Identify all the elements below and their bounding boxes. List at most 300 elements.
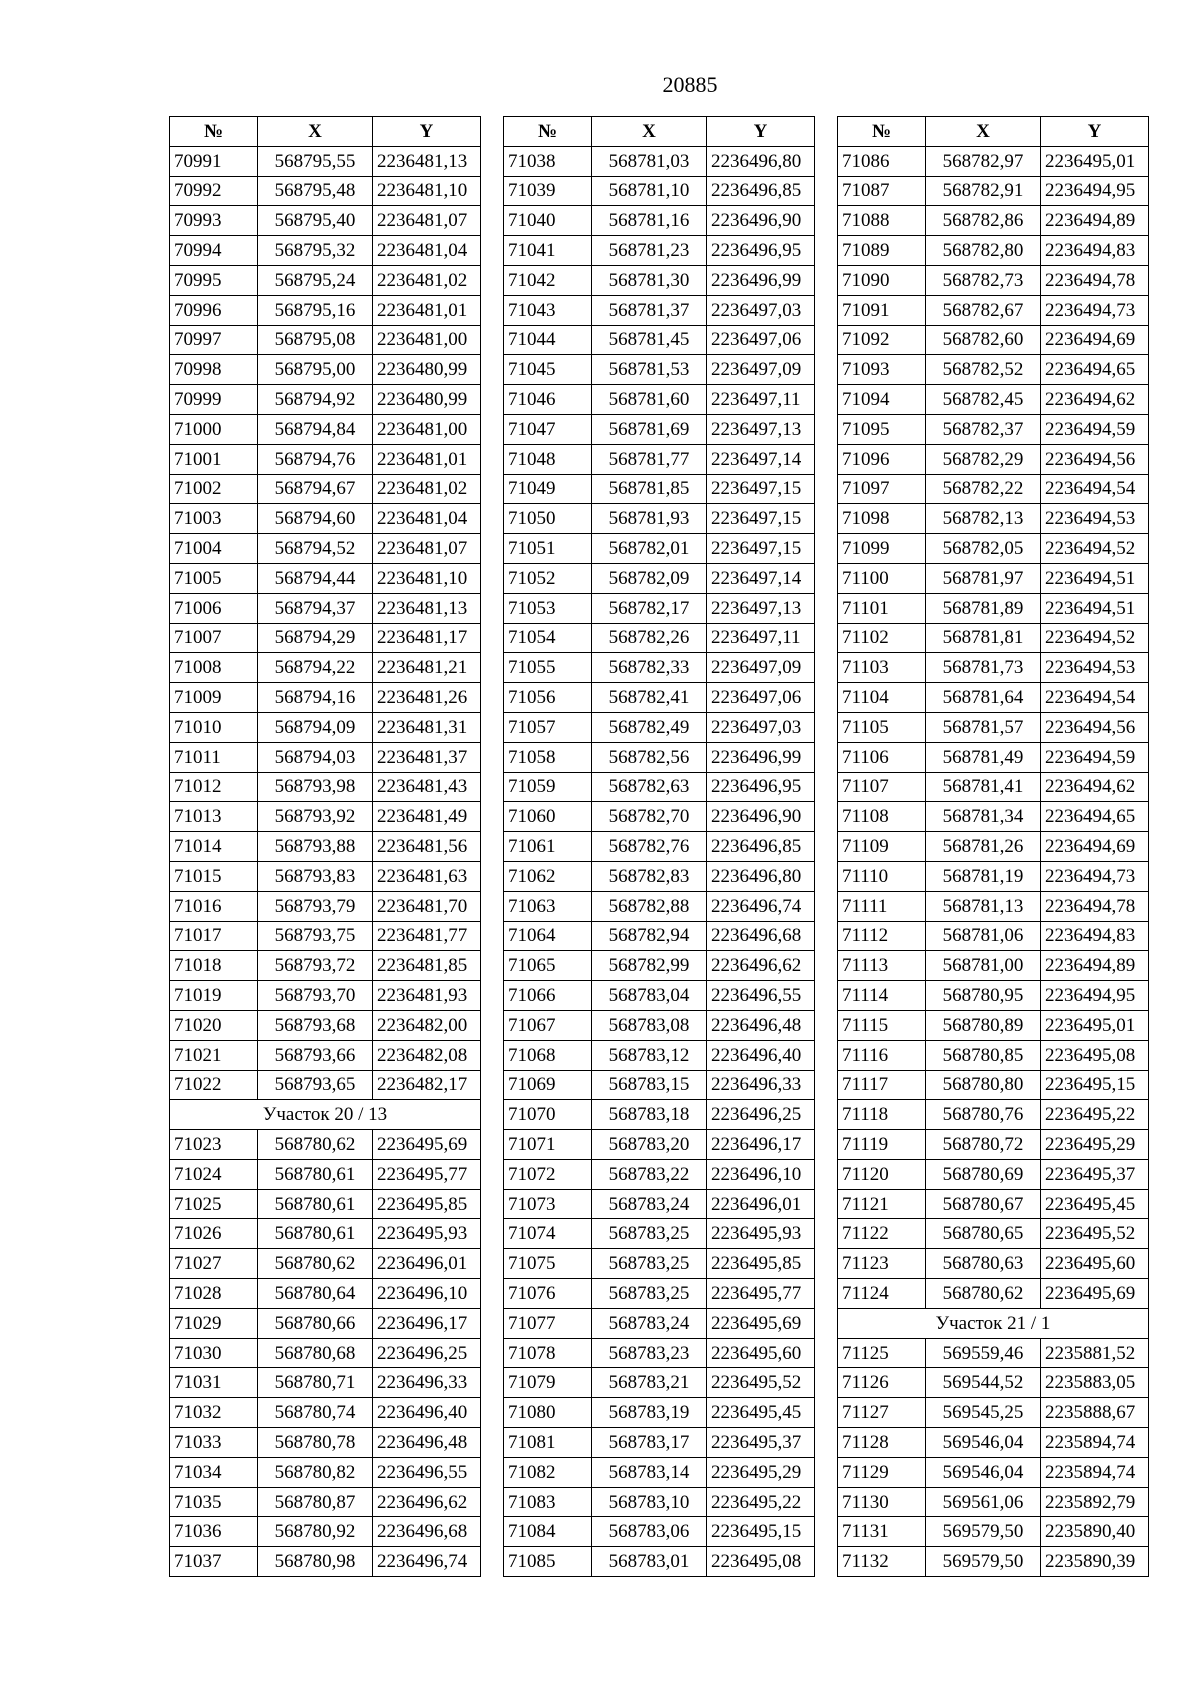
table-row bbox=[838, 444, 1149, 474]
table-row bbox=[504, 623, 815, 653]
section-row bbox=[838, 1308, 1149, 1338]
y-coordinate-cell: 2236481,70 bbox=[373, 891, 481, 921]
y-coordinate-cell: 2236497,11 bbox=[707, 385, 815, 415]
y-coordinate-cell: 2235888,67 bbox=[1041, 1398, 1149, 1428]
y-coordinate-cell: 2236481,21 bbox=[373, 653, 481, 683]
point-number-cell: 71105 bbox=[838, 712, 926, 742]
x-coordinate-cell: 568794,52 bbox=[258, 534, 373, 564]
y-coordinate-cell: 2235894,74 bbox=[1041, 1457, 1149, 1487]
point-number-cell: 71085 bbox=[504, 1547, 592, 1577]
table-row bbox=[504, 265, 815, 295]
point-number-cell: 71078 bbox=[504, 1338, 592, 1368]
point-number-cell: 71131 bbox=[838, 1517, 926, 1547]
point-number-cell: 71022 bbox=[170, 1070, 258, 1100]
x-coordinate-cell: 568783,25 bbox=[592, 1279, 707, 1309]
table-body bbox=[838, 146, 1149, 1576]
y-coordinate-cell: 2236495,08 bbox=[707, 1547, 815, 1577]
point-number-cell: 71127 bbox=[838, 1398, 926, 1428]
y-coordinate-cell: 2236494,69 bbox=[1041, 832, 1149, 862]
point-number-cell: 71117 bbox=[838, 1070, 926, 1100]
table-row bbox=[170, 414, 481, 444]
point-number-cell: 71068 bbox=[504, 1040, 592, 1070]
x-coordinate-cell: 568780,67 bbox=[926, 1189, 1041, 1219]
point-number-cell: 71082 bbox=[504, 1457, 592, 1487]
y-coordinate-cell: 2236496,90 bbox=[707, 802, 815, 832]
x-coordinate-cell: 568795,00 bbox=[258, 355, 373, 385]
point-number-cell: 71055 bbox=[504, 653, 592, 683]
point-number-cell: 71076 bbox=[504, 1279, 592, 1309]
point-number-cell: 71090 bbox=[838, 265, 926, 295]
point-number-cell: 71132 bbox=[838, 1547, 926, 1577]
point-number-cell: 71027 bbox=[170, 1249, 258, 1279]
point-number-cell: 71073 bbox=[504, 1189, 592, 1219]
table-row bbox=[170, 1189, 481, 1219]
point-number-cell: 71039 bbox=[504, 176, 592, 206]
table-row bbox=[170, 325, 481, 355]
x-coordinate-cell: 568780,61 bbox=[258, 1189, 373, 1219]
x-coordinate-cell: 568780,74 bbox=[258, 1398, 373, 1428]
table-row bbox=[170, 1368, 481, 1398]
table-row bbox=[504, 206, 815, 236]
point-number-cell: 71129 bbox=[838, 1457, 926, 1487]
header-number: № bbox=[504, 117, 592, 147]
y-coordinate-cell: 2236481,43 bbox=[373, 772, 481, 802]
table-row bbox=[170, 474, 481, 504]
y-coordinate-cell: 2236495,37 bbox=[1041, 1159, 1149, 1189]
point-number-cell: 71004 bbox=[170, 534, 258, 564]
y-coordinate-cell: 2235881,52 bbox=[1041, 1338, 1149, 1368]
y-coordinate-cell: 2236496,17 bbox=[707, 1130, 815, 1160]
y-coordinate-cell: 2236481,02 bbox=[373, 265, 481, 295]
table-row bbox=[838, 1457, 1149, 1487]
point-number-cell: 71102 bbox=[838, 623, 926, 653]
y-coordinate-cell: 2236496,01 bbox=[707, 1189, 815, 1219]
table-row bbox=[838, 146, 1149, 176]
table-row bbox=[504, 563, 815, 593]
y-coordinate-cell: 2236494,78 bbox=[1041, 265, 1149, 295]
point-number-cell: 71015 bbox=[170, 861, 258, 891]
y-coordinate-cell: 2236494,65 bbox=[1041, 355, 1149, 385]
x-coordinate-cell: 568781,93 bbox=[592, 504, 707, 534]
table-row bbox=[838, 474, 1149, 504]
x-coordinate-cell: 568795,08 bbox=[258, 325, 373, 355]
table-row bbox=[170, 1130, 481, 1160]
x-coordinate-cell: 568781,19 bbox=[926, 861, 1041, 891]
y-coordinate-cell: 2236495,93 bbox=[373, 1219, 481, 1249]
point-number-cell: 71050 bbox=[504, 504, 592, 534]
table-row bbox=[170, 1547, 481, 1577]
point-number-cell: 71036 bbox=[170, 1517, 258, 1547]
table-row bbox=[838, 981, 1149, 1011]
point-number-cell: 71018 bbox=[170, 951, 258, 981]
y-coordinate-cell: 2236497,15 bbox=[707, 504, 815, 534]
table-row bbox=[504, 772, 815, 802]
table-row bbox=[504, 1010, 815, 1040]
x-coordinate-cell: 568782,17 bbox=[592, 593, 707, 623]
point-number-cell: 70997 bbox=[170, 325, 258, 355]
x-coordinate-cell: 568780,76 bbox=[926, 1100, 1041, 1130]
x-coordinate-cell: 568793,68 bbox=[258, 1010, 373, 1040]
x-coordinate-cell: 568793,72 bbox=[258, 951, 373, 981]
table-row bbox=[504, 236, 815, 266]
y-coordinate-cell: 2236495,37 bbox=[707, 1428, 815, 1458]
point-number-cell: 71053 bbox=[504, 593, 592, 623]
x-coordinate-cell: 568783,06 bbox=[592, 1517, 707, 1547]
table-row bbox=[838, 1130, 1149, 1160]
y-coordinate-cell: 2236495,52 bbox=[707, 1368, 815, 1398]
point-number-cell: 71066 bbox=[504, 981, 592, 1011]
table-row bbox=[504, 1100, 815, 1130]
table-row bbox=[838, 176, 1149, 206]
point-number-cell: 71087 bbox=[838, 176, 926, 206]
x-coordinate-cell: 568782,26 bbox=[592, 623, 707, 653]
point-number-cell: 71052 bbox=[504, 563, 592, 593]
table-row bbox=[504, 1070, 815, 1100]
x-coordinate-cell: 568783,20 bbox=[592, 1130, 707, 1160]
y-coordinate-cell: 2236481,07 bbox=[373, 206, 481, 236]
table-row bbox=[838, 1547, 1149, 1577]
table-row bbox=[504, 1368, 815, 1398]
x-coordinate-cell: 568783,17 bbox=[592, 1428, 707, 1458]
point-number-cell: 71106 bbox=[838, 742, 926, 772]
x-coordinate-cell: 568780,62 bbox=[258, 1130, 373, 1160]
y-coordinate-cell: 2236495,15 bbox=[707, 1517, 815, 1547]
table-row bbox=[838, 802, 1149, 832]
table-row bbox=[838, 951, 1149, 981]
x-coordinate-cell: 568782,49 bbox=[592, 712, 707, 742]
x-coordinate-cell: 568795,24 bbox=[258, 265, 373, 295]
point-number-cell: 71026 bbox=[170, 1219, 258, 1249]
y-coordinate-cell: 2236495,45 bbox=[707, 1398, 815, 1428]
table-row bbox=[504, 295, 815, 325]
point-number-cell: 71041 bbox=[504, 236, 592, 266]
table-row bbox=[170, 146, 481, 176]
x-coordinate-cell: 568794,67 bbox=[258, 474, 373, 504]
y-coordinate-cell: 2236496,74 bbox=[373, 1547, 481, 1577]
y-coordinate-cell: 2236497,09 bbox=[707, 653, 815, 683]
y-coordinate-cell: 2236482,08 bbox=[373, 1040, 481, 1070]
point-number-cell: 71002 bbox=[170, 474, 258, 504]
point-number-cell: 71013 bbox=[170, 802, 258, 832]
x-coordinate-cell: 568782,88 bbox=[592, 891, 707, 921]
y-coordinate-cell: 2236481,01 bbox=[373, 295, 481, 325]
point-number-cell: 71040 bbox=[504, 206, 592, 236]
y-coordinate-cell: 2236495,69 bbox=[1041, 1279, 1149, 1309]
x-coordinate-cell: 568783,23 bbox=[592, 1338, 707, 1368]
point-number-cell: 71098 bbox=[838, 504, 926, 534]
table-row bbox=[170, 891, 481, 921]
x-coordinate-cell: 568780,95 bbox=[926, 981, 1041, 1011]
y-coordinate-cell: 2236495,22 bbox=[707, 1487, 815, 1517]
x-coordinate-cell: 568782,63 bbox=[592, 772, 707, 802]
x-coordinate-cell: 568781,49 bbox=[926, 742, 1041, 772]
x-coordinate-cell: 568793,70 bbox=[258, 981, 373, 1011]
y-coordinate-cell: 2236495,52 bbox=[1041, 1219, 1149, 1249]
header-number: № bbox=[170, 117, 258, 147]
x-coordinate-cell: 568782,22 bbox=[926, 474, 1041, 504]
point-number-cell: 71095 bbox=[838, 414, 926, 444]
table-row bbox=[170, 1487, 481, 1517]
point-number-cell: 71054 bbox=[504, 623, 592, 653]
y-coordinate-cell: 2236497,06 bbox=[707, 683, 815, 713]
y-coordinate-cell: 2236494,73 bbox=[1041, 295, 1149, 325]
point-number-cell: 71114 bbox=[838, 981, 926, 1011]
table-row bbox=[504, 385, 815, 415]
y-coordinate-cell: 2236481,10 bbox=[373, 563, 481, 593]
x-coordinate-cell: 568782,60 bbox=[926, 325, 1041, 355]
y-coordinate-cell: 2236481,13 bbox=[373, 593, 481, 623]
table-row bbox=[838, 891, 1149, 921]
x-coordinate-cell: 568781,37 bbox=[592, 295, 707, 325]
y-coordinate-cell: 2235883,05 bbox=[1041, 1368, 1149, 1398]
x-coordinate-cell: 568782,52 bbox=[926, 355, 1041, 385]
table-row bbox=[170, 593, 481, 623]
y-coordinate-cell: 2236496,25 bbox=[373, 1338, 481, 1368]
y-coordinate-cell: 2235894,74 bbox=[1041, 1428, 1149, 1458]
x-coordinate-cell: 568780,64 bbox=[258, 1279, 373, 1309]
table-row bbox=[504, 712, 815, 742]
point-number-cell: 71031 bbox=[170, 1368, 258, 1398]
table-row bbox=[838, 1070, 1149, 1100]
x-coordinate-cell: 568783,15 bbox=[592, 1070, 707, 1100]
x-coordinate-cell: 568783,18 bbox=[592, 1100, 707, 1130]
table-row bbox=[838, 1338, 1149, 1368]
x-coordinate-cell: 568782,83 bbox=[592, 861, 707, 891]
y-coordinate-cell: 2236494,56 bbox=[1041, 444, 1149, 474]
point-number-cell: 71038 bbox=[504, 146, 592, 176]
x-coordinate-cell: 568780,61 bbox=[258, 1159, 373, 1189]
y-coordinate-cell: 2236496,85 bbox=[707, 832, 815, 862]
y-coordinate-cell: 2236494,95 bbox=[1041, 176, 1149, 206]
table-row bbox=[504, 1219, 815, 1249]
point-number-cell: 71089 bbox=[838, 236, 926, 266]
table-row bbox=[838, 772, 1149, 802]
point-number-cell: 71109 bbox=[838, 832, 926, 862]
x-coordinate-cell: 568782,91 bbox=[926, 176, 1041, 206]
table-row bbox=[170, 921, 481, 951]
x-coordinate-cell: 568781,64 bbox=[926, 683, 1041, 713]
y-coordinate-cell: 2236496,55 bbox=[707, 981, 815, 1011]
point-number-cell: 71093 bbox=[838, 355, 926, 385]
point-number-cell: 71057 bbox=[504, 712, 592, 742]
table-row bbox=[838, 1010, 1149, 1040]
x-coordinate-cell: 568782,01 bbox=[592, 534, 707, 564]
table-row bbox=[170, 981, 481, 1011]
point-number-cell: 71028 bbox=[170, 1279, 258, 1309]
y-coordinate-cell: 2236496,17 bbox=[373, 1308, 481, 1338]
point-number-cell: 71113 bbox=[838, 951, 926, 981]
point-number-cell: 71086 bbox=[838, 146, 926, 176]
x-coordinate-cell: 569559,46 bbox=[926, 1338, 1041, 1368]
table-row bbox=[504, 1279, 815, 1309]
x-coordinate-cell: 568782,80 bbox=[926, 236, 1041, 266]
y-coordinate-cell: 2236496,90 bbox=[707, 206, 815, 236]
table-row bbox=[504, 981, 815, 1011]
x-coordinate-cell: 568780,80 bbox=[926, 1070, 1041, 1100]
point-number-cell: 71010 bbox=[170, 712, 258, 742]
section-row bbox=[170, 1100, 481, 1130]
table-row bbox=[504, 1517, 815, 1547]
point-number-cell: 71077 bbox=[504, 1308, 592, 1338]
table-row bbox=[504, 1457, 815, 1487]
table-row bbox=[838, 921, 1149, 951]
x-coordinate-cell: 568781,45 bbox=[592, 325, 707, 355]
table-row bbox=[170, 563, 481, 593]
x-coordinate-cell: 568781,34 bbox=[926, 802, 1041, 832]
point-number-cell: 71115 bbox=[838, 1010, 926, 1040]
table-row bbox=[170, 534, 481, 564]
y-coordinate-cell: 2236494,53 bbox=[1041, 653, 1149, 683]
point-number-cell: 71084 bbox=[504, 1517, 592, 1547]
table-row bbox=[170, 1249, 481, 1279]
table-row bbox=[504, 444, 815, 474]
table-row bbox=[504, 951, 815, 981]
table-row bbox=[504, 1428, 815, 1458]
x-coordinate-cell: 568783,10 bbox=[592, 1487, 707, 1517]
x-coordinate-cell: 568780,98 bbox=[258, 1547, 373, 1577]
y-coordinate-cell: 2236480,99 bbox=[373, 385, 481, 415]
x-coordinate-cell: 568780,71 bbox=[258, 1368, 373, 1398]
x-coordinate-cell: 568781,16 bbox=[592, 206, 707, 236]
y-coordinate-cell: 2236496,99 bbox=[707, 742, 815, 772]
x-coordinate-cell: 568782,94 bbox=[592, 921, 707, 951]
point-number-cell: 71029 bbox=[170, 1308, 258, 1338]
table-row bbox=[170, 653, 481, 683]
y-coordinate-cell: 2236496,68 bbox=[373, 1517, 481, 1547]
header-y: Y bbox=[1041, 117, 1149, 147]
table-row bbox=[170, 1219, 481, 1249]
point-number-cell: 71091 bbox=[838, 295, 926, 325]
point-number-cell: 71021 bbox=[170, 1040, 258, 1070]
y-coordinate-cell: 2236496,62 bbox=[373, 1487, 481, 1517]
y-coordinate-cell: 2236494,59 bbox=[1041, 742, 1149, 772]
x-coordinate-cell: 568782,37 bbox=[926, 414, 1041, 444]
y-coordinate-cell: 2236481,10 bbox=[373, 176, 481, 206]
table-row bbox=[504, 414, 815, 444]
point-number-cell: 70993 bbox=[170, 206, 258, 236]
y-coordinate-cell: 2236481,56 bbox=[373, 832, 481, 862]
table-row bbox=[504, 1547, 815, 1577]
y-coordinate-cell: 2236494,62 bbox=[1041, 385, 1149, 415]
point-number-cell: 71125 bbox=[838, 1338, 926, 1368]
point-number-cell: 71083 bbox=[504, 1487, 592, 1517]
table-row bbox=[170, 1308, 481, 1338]
point-number-cell: 71009 bbox=[170, 683, 258, 713]
x-coordinate-cell: 568781,69 bbox=[592, 414, 707, 444]
table-row bbox=[838, 295, 1149, 325]
table-row bbox=[838, 414, 1149, 444]
x-coordinate-cell: 568782,70 bbox=[592, 802, 707, 832]
x-coordinate-cell: 568780,61 bbox=[258, 1219, 373, 1249]
table-row bbox=[504, 1249, 815, 1279]
x-coordinate-cell: 568782,29 bbox=[926, 444, 1041, 474]
y-coordinate-cell: 2236495,29 bbox=[1041, 1130, 1149, 1160]
point-number-cell: 71037 bbox=[170, 1547, 258, 1577]
point-number-cell: 71097 bbox=[838, 474, 926, 504]
point-number-cell: 70999 bbox=[170, 385, 258, 415]
table-row bbox=[170, 295, 481, 325]
point-number-cell: 70996 bbox=[170, 295, 258, 325]
x-coordinate-cell: 568781,81 bbox=[926, 623, 1041, 653]
point-number-cell: 71062 bbox=[504, 861, 592, 891]
x-coordinate-cell: 568783,24 bbox=[592, 1189, 707, 1219]
x-coordinate-cell: 568793,92 bbox=[258, 802, 373, 832]
point-number-cell: 71088 bbox=[838, 206, 926, 236]
y-coordinate-cell: 2236495,60 bbox=[707, 1338, 815, 1368]
table-row bbox=[170, 1159, 481, 1189]
table-row bbox=[838, 1487, 1149, 1517]
y-coordinate-cell: 2236481,77 bbox=[373, 921, 481, 951]
point-number-cell: 71011 bbox=[170, 742, 258, 772]
y-coordinate-cell: 2236481,63 bbox=[373, 861, 481, 891]
table-row bbox=[838, 1040, 1149, 1070]
x-coordinate-cell: 568781,13 bbox=[926, 891, 1041, 921]
x-coordinate-cell: 568782,86 bbox=[926, 206, 1041, 236]
point-number-cell: 71074 bbox=[504, 1219, 592, 1249]
table-header-row bbox=[170, 117, 481, 147]
table-row bbox=[838, 325, 1149, 355]
y-coordinate-cell: 2236497,06 bbox=[707, 325, 815, 355]
y-coordinate-cell: 2236494,51 bbox=[1041, 563, 1149, 593]
point-number-cell: 71005 bbox=[170, 563, 258, 593]
point-number-cell: 71023 bbox=[170, 1130, 258, 1160]
y-coordinate-cell: 2235890,40 bbox=[1041, 1517, 1149, 1547]
table-row bbox=[838, 832, 1149, 862]
x-coordinate-cell: 568781,03 bbox=[592, 146, 707, 176]
y-coordinate-cell: 2236497,11 bbox=[707, 623, 815, 653]
y-coordinate-cell: 2236482,17 bbox=[373, 1070, 481, 1100]
table-row bbox=[838, 742, 1149, 772]
table-row bbox=[170, 802, 481, 832]
table-row bbox=[838, 861, 1149, 891]
y-coordinate-cell: 2236494,62 bbox=[1041, 772, 1149, 802]
point-number-cell: 71116 bbox=[838, 1040, 926, 1070]
y-coordinate-cell: 2236495,85 bbox=[707, 1249, 815, 1279]
y-coordinate-cell: 2236481,00 bbox=[373, 325, 481, 355]
x-coordinate-cell: 568781,23 bbox=[592, 236, 707, 266]
y-coordinate-cell: 2236495,93 bbox=[707, 1219, 815, 1249]
y-coordinate-cell: 2236496,55 bbox=[373, 1457, 481, 1487]
table-row bbox=[504, 146, 815, 176]
y-coordinate-cell: 2236494,65 bbox=[1041, 802, 1149, 832]
x-coordinate-cell: 568781,53 bbox=[592, 355, 707, 385]
x-coordinate-cell: 568782,73 bbox=[926, 265, 1041, 295]
x-coordinate-cell: 568780,65 bbox=[926, 1219, 1041, 1249]
y-coordinate-cell: 2236494,56 bbox=[1041, 712, 1149, 742]
coordinates-table-1 bbox=[169, 116, 481, 1577]
point-number-cell: 71121 bbox=[838, 1189, 926, 1219]
y-coordinate-cell: 2236495,85 bbox=[373, 1189, 481, 1219]
y-coordinate-cell: 2236497,03 bbox=[707, 712, 815, 742]
y-coordinate-cell: 2236496,40 bbox=[707, 1040, 815, 1070]
point-number-cell: 71060 bbox=[504, 802, 592, 832]
table-row bbox=[838, 1159, 1149, 1189]
y-coordinate-cell: 2236496,62 bbox=[707, 951, 815, 981]
point-number-cell: 71104 bbox=[838, 683, 926, 713]
point-number-cell: 71130 bbox=[838, 1487, 926, 1517]
y-coordinate-cell: 2236495,01 bbox=[1041, 146, 1149, 176]
x-coordinate-cell: 568794,84 bbox=[258, 414, 373, 444]
table-row bbox=[504, 832, 815, 862]
point-number-cell: 71012 bbox=[170, 772, 258, 802]
table-row bbox=[504, 1159, 815, 1189]
header-x: X bbox=[258, 117, 373, 147]
table-row bbox=[504, 1189, 815, 1219]
y-coordinate-cell: 2236494,73 bbox=[1041, 861, 1149, 891]
y-coordinate-cell: 2235890,39 bbox=[1041, 1547, 1149, 1577]
header-x: X bbox=[592, 117, 707, 147]
x-coordinate-cell: 568781,77 bbox=[592, 444, 707, 474]
